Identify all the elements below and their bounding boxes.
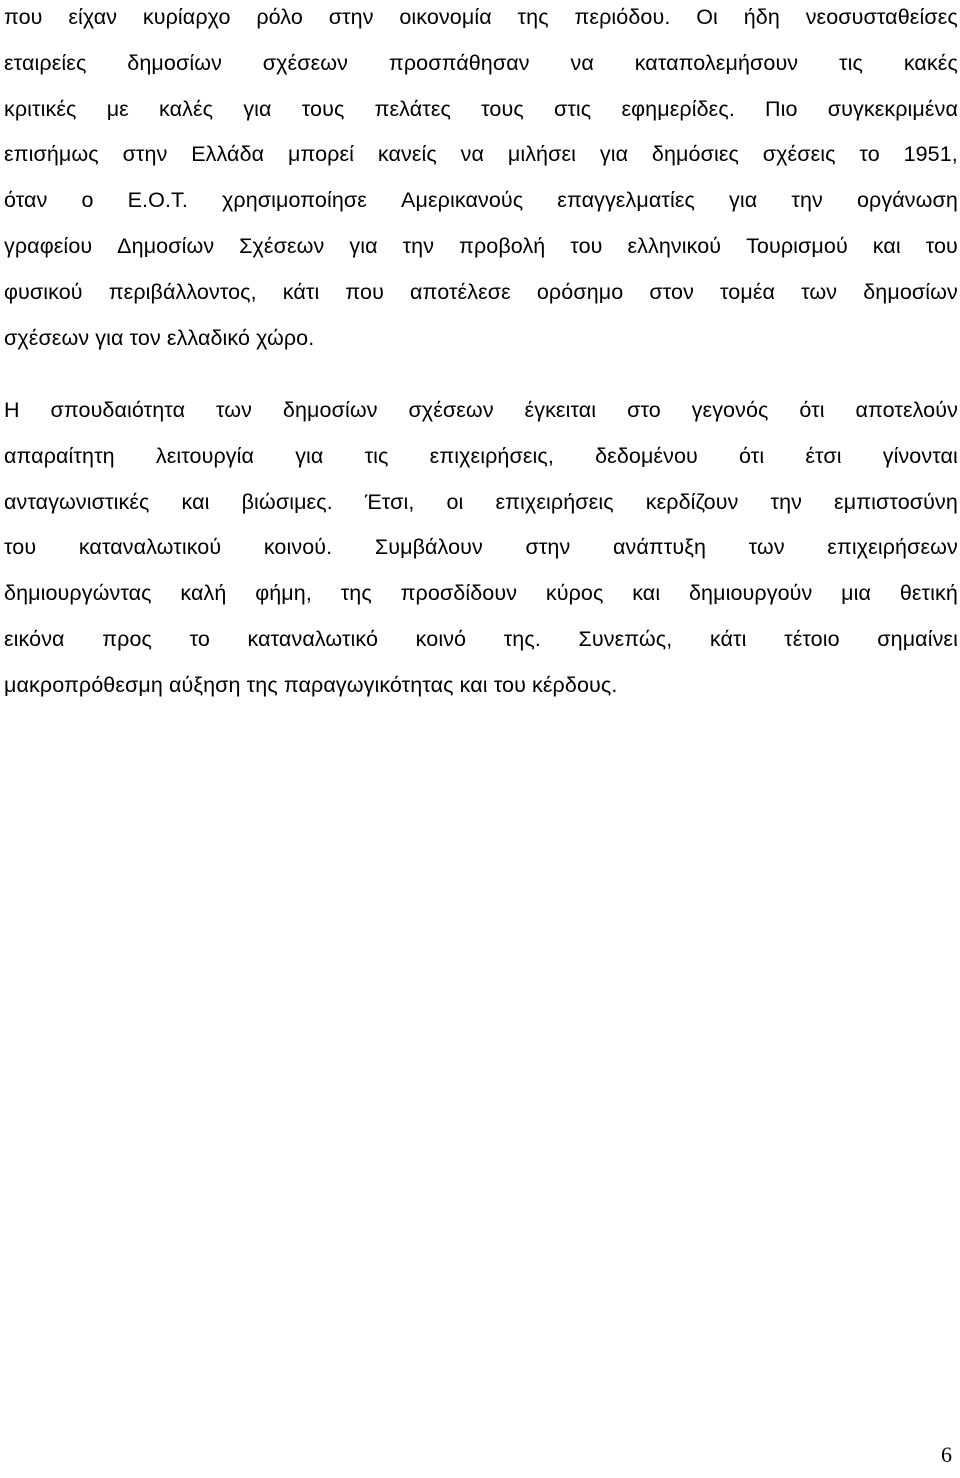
word: στην	[328, 5, 374, 29]
word: θετική	[899, 581, 958, 606]
word: ο	[81, 188, 94, 213]
text-line	[4, 480, 958, 526]
text-line	[4, 178, 958, 224]
word: της	[517, 5, 549, 29]
word: προσπάθησαν	[388, 50, 530, 75]
text-line	[4, 41, 958, 87]
word: και	[632, 581, 661, 606]
word: περιόδου.	[574, 5, 671, 29]
word: δεδομένου	[595, 443, 698, 468]
word: το	[859, 142, 880, 167]
word: Δημοσίων	[117, 233, 215, 258]
word: εφημερίδες.	[621, 96, 735, 121]
word: μιλήσει	[507, 142, 577, 167]
word: δημιουργώντας	[4, 581, 152, 606]
word: των	[748, 535, 785, 560]
word: των	[216, 398, 253, 422]
word: τομέα	[720, 279, 776, 304]
word: τις	[364, 443, 389, 468]
word: δημοσίων	[863, 279, 958, 304]
word: Ε.Ο.Τ.	[127, 188, 188, 213]
word: επιχειρήσεων	[827, 535, 958, 560]
word: κάτι	[709, 626, 747, 651]
word: στην	[122, 142, 168, 167]
text-line	[4, 617, 958, 663]
word: το	[189, 626, 210, 651]
word: καταναλωτικού	[78, 535, 222, 560]
word: επιχειρήσεις	[495, 489, 614, 514]
word: Αμερικανούς	[401, 188, 524, 213]
word: έγκειται	[524, 398, 597, 422]
text-line	[4, 434, 958, 480]
word: ήδη	[743, 5, 780, 29]
word: εταιρείες	[4, 50, 87, 75]
word: την	[770, 489, 802, 514]
word: είχαν	[68, 5, 118, 29]
word: λειτουργία	[155, 443, 255, 468]
word: κοινού.	[263, 535, 333, 560]
word: σπουδαιότητα	[50, 398, 186, 422]
word: νεοσυσταθείσες	[805, 5, 958, 29]
word: προς	[102, 626, 152, 651]
word: στις	[553, 96, 592, 121]
word: του	[925, 233, 958, 258]
word: καλή	[180, 581, 227, 606]
word: τις	[839, 50, 863, 75]
text-line	[4, 0, 958, 41]
word: ότι	[739, 443, 765, 468]
word: Τουρισμού	[746, 233, 848, 258]
word: βιώσιμες.	[241, 489, 333, 514]
word: οικονομία	[399, 5, 492, 29]
paragraph-2	[4, 388, 958, 709]
word: για	[599, 142, 629, 167]
word: δημιουργούν	[688, 581, 813, 606]
word: κανείς	[377, 142, 437, 167]
word: έτσι	[805, 443, 842, 468]
word: καταπολεμήσουν	[634, 50, 799, 75]
text-line	[4, 224, 958, 270]
word: Πιο	[765, 96, 798, 121]
word: και	[872, 233, 901, 258]
word: μπορεί	[287, 142, 355, 167]
word: που	[345, 279, 384, 304]
word: ανταγωνιστικές	[4, 489, 150, 514]
word: φήμη,	[255, 581, 312, 606]
text-line	[4, 87, 958, 133]
word: της.	[503, 626, 541, 651]
word: την	[402, 233, 435, 258]
word: για	[295, 443, 324, 468]
word: Ελλάδα	[191, 142, 265, 167]
word: ότι	[799, 398, 825, 422]
word: Έτσι,	[364, 489, 415, 514]
page-number: 6	[941, 1442, 952, 1467]
word: περιβάλλοντος,	[108, 279, 257, 304]
word: χρησιμοποίησε	[222, 188, 367, 213]
word: κακές	[903, 50, 958, 75]
word: καταναλωτικό	[247, 626, 379, 651]
paragraph-1	[4, 0, 958, 361]
word: να	[570, 50, 594, 75]
word: φυσικού	[4, 279, 83, 304]
text-line	[4, 132, 958, 178]
word: εμπιστοσύνη	[834, 489, 958, 514]
text-line	[4, 270, 958, 316]
word: καλές	[159, 96, 214, 121]
word: και	[181, 489, 210, 514]
word: στον	[649, 279, 694, 304]
word: Σχέσεων	[239, 233, 325, 258]
word: της	[340, 581, 372, 606]
word: για	[729, 188, 758, 213]
word: ελληνικού	[627, 233, 722, 258]
word: οι	[446, 489, 464, 514]
word: Συμβάλουν	[374, 535, 483, 560]
word: τους	[301, 96, 345, 121]
word: Οι	[696, 5, 718, 29]
word: την	[791, 188, 823, 213]
word: όταν	[4, 188, 48, 213]
word: απαραίτητη	[4, 443, 115, 468]
word: μια	[841, 581, 872, 606]
word: σχέσεων	[408, 398, 494, 422]
word: 1951,	[903, 142, 958, 167]
word: τους	[481, 96, 524, 121]
text-line	[4, 316, 958, 362]
word: κάτι	[282, 279, 320, 304]
word: κοινό	[415, 626, 467, 651]
word: συγκεκριμένα	[827, 96, 958, 121]
word: ανάπτυξη	[612, 535, 707, 560]
word: γεγονός	[691, 398, 769, 422]
word: οργάνωση	[856, 188, 958, 213]
word: κριτικές	[4, 96, 77, 121]
word: κύρος	[545, 581, 604, 606]
word: του	[570, 233, 603, 258]
word: ορόσημο	[536, 279, 624, 304]
word: γίνονται	[882, 443, 958, 468]
word: σχέσεις	[762, 142, 836, 167]
text-line	[4, 663, 958, 709]
word: των	[801, 279, 838, 304]
word: επαγγελματίες	[557, 188, 695, 213]
line-text: μακροπρόθεσμη αύξηση της παραγωγικότητας και του κέρδους.	[4, 672, 618, 697]
word: στο	[627, 398, 661, 422]
word: πελάτες	[374, 96, 451, 121]
word: τέτοιο	[784, 626, 840, 651]
word: για	[349, 233, 378, 258]
word: προσδίδουν	[400, 581, 518, 606]
word: του	[4, 535, 37, 560]
word: που	[4, 5, 43, 29]
word: επισήμως	[4, 142, 99, 167]
word: Συνεπώς,	[578, 626, 673, 651]
word: με	[106, 96, 129, 121]
word: προβολή	[459, 233, 546, 258]
word: επιχειρήσεις,	[429, 443, 554, 468]
word: σημαίνει	[877, 626, 958, 651]
text-line	[4, 525, 958, 571]
text-line	[4, 571, 958, 617]
word: αποτελούν	[855, 398, 958, 422]
word: κυρίαρχο	[142, 5, 231, 29]
word: δημοσίων	[282, 398, 378, 422]
word: να	[460, 142, 485, 167]
word: γραφείου	[4, 233, 93, 258]
word: αποτέλεσε	[410, 279, 511, 304]
word: δημόσιες	[651, 142, 739, 167]
word: κερδίζουν	[645, 489, 739, 514]
word: στην	[525, 535, 571, 560]
text-line	[4, 388, 958, 434]
word: για	[243, 96, 272, 121]
word: εικόνα	[4, 626, 65, 651]
word: δημοσίων	[127, 50, 222, 75]
word: σχέσεων	[262, 50, 349, 75]
line-text: σχέσεων για τον ελλαδικό χώρο.	[4, 325, 315, 350]
word: Η	[4, 398, 20, 422]
word: ρόλο	[256, 5, 303, 29]
